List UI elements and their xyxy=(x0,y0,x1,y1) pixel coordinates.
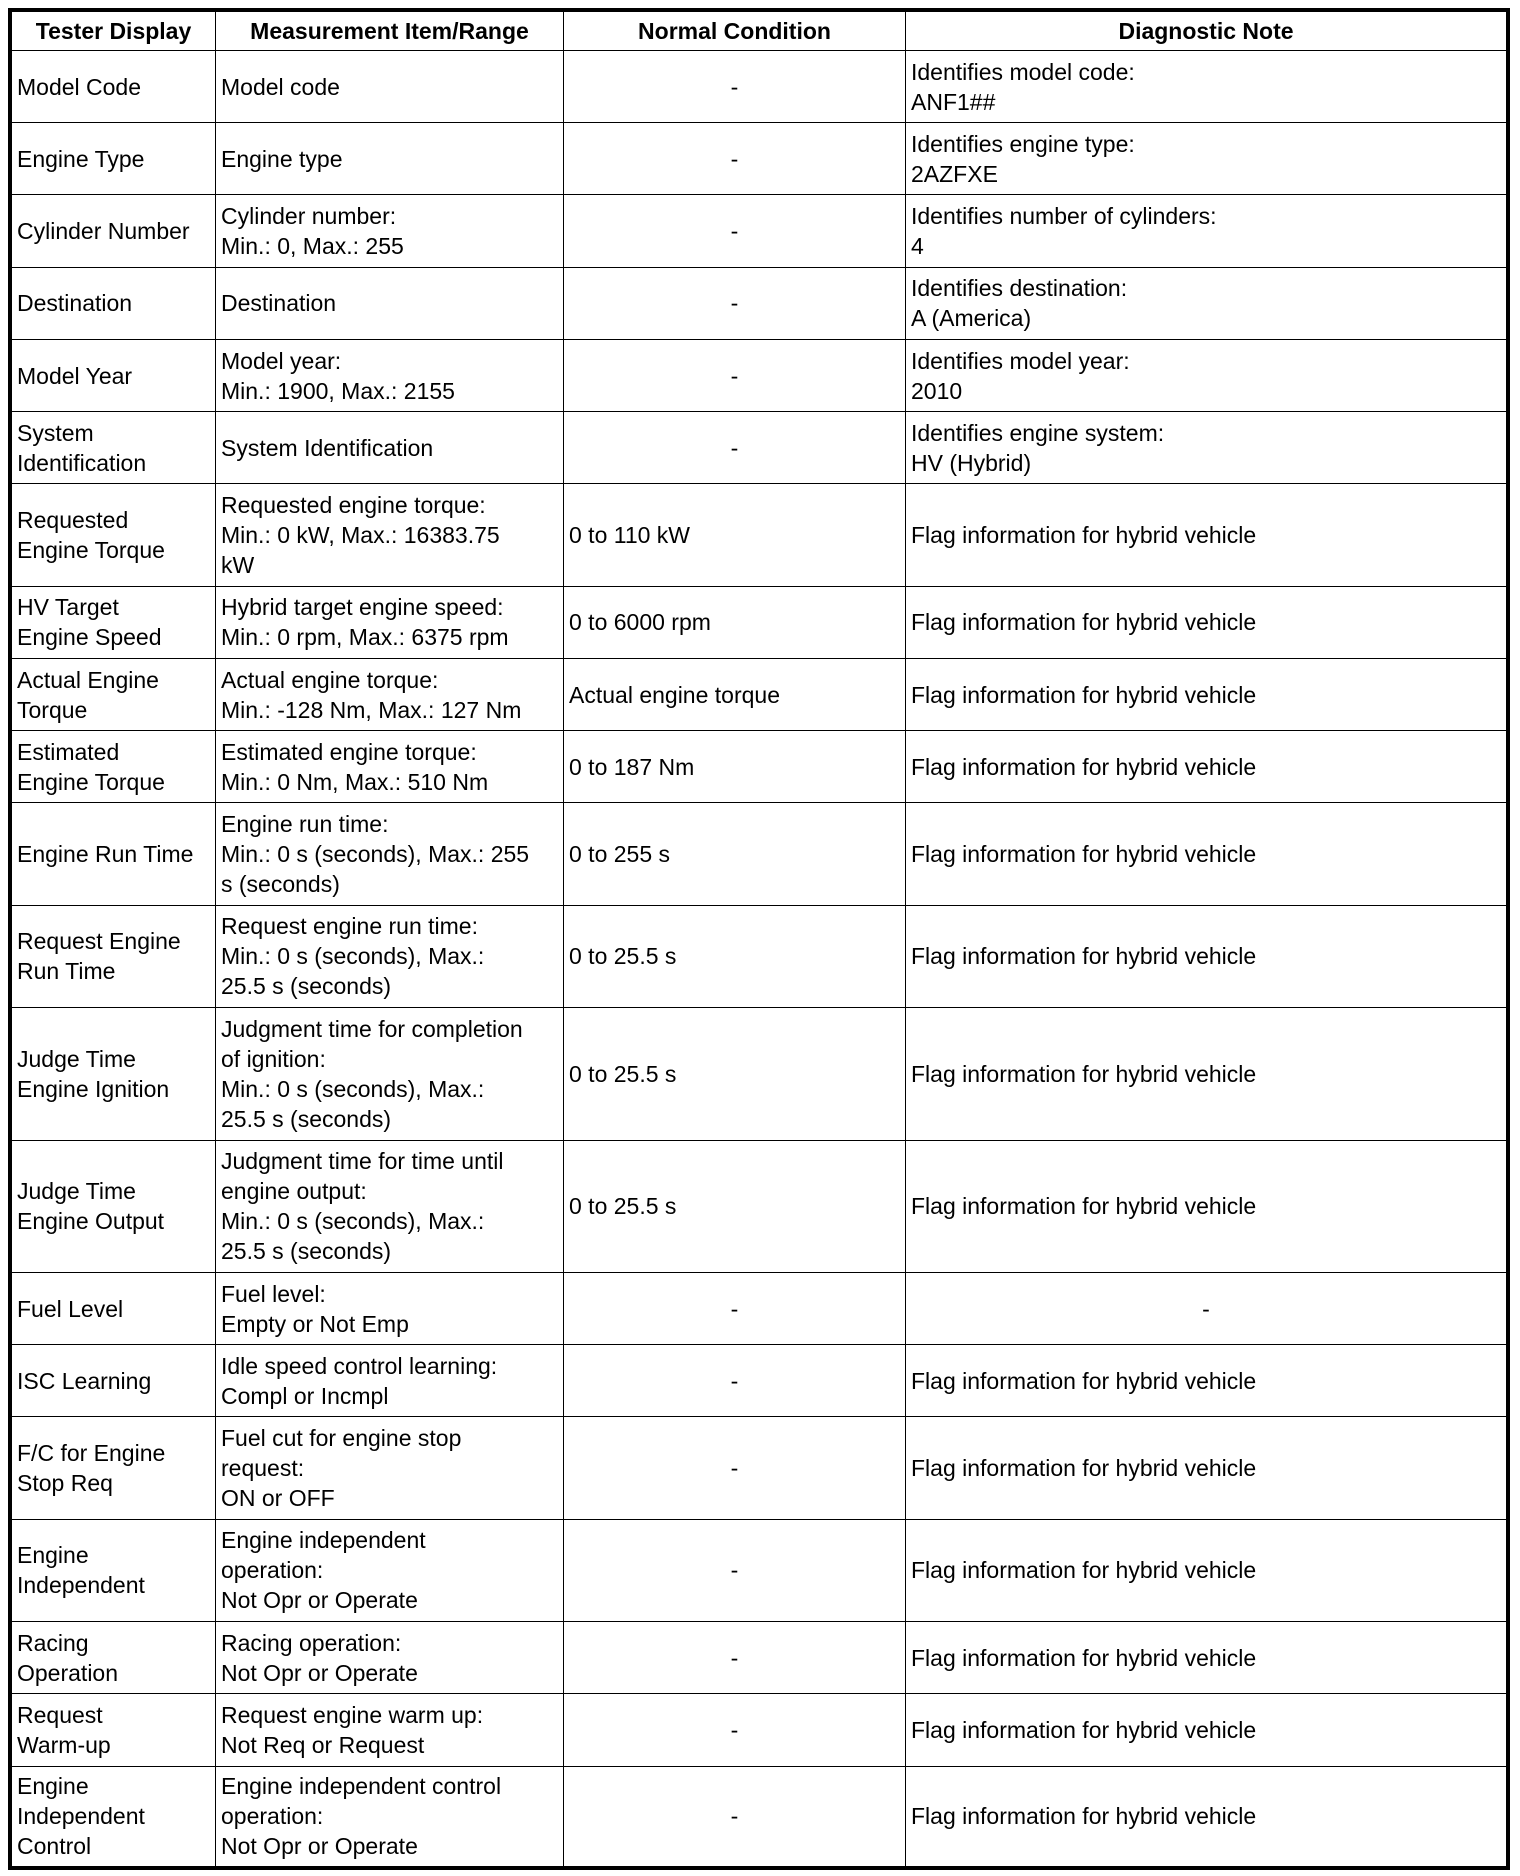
measurement-item-cell: Request engine warm up: Not Req or Request xyxy=(216,1694,564,1766)
normal-condition-cell: - xyxy=(564,51,906,123)
table-row xyxy=(12,1622,1507,1694)
tester-display-cell: Engine Type xyxy=(12,123,216,195)
tester-display-cell: HV Target Engine Speed xyxy=(12,586,216,658)
tester-display-cell: Cylinder Number xyxy=(12,195,216,267)
normal-condition-cell: 0 to 25.5 s xyxy=(564,1140,906,1272)
measurement-item-cell: Engine independent control operation: Not Opr or Operate xyxy=(216,1766,564,1866)
measurement-item-cell: Estimated engine torque: Min.: 0 Nm, Max.: 510 Nm xyxy=(216,731,564,803)
normal-condition-cell: 0 to 187 Nm xyxy=(564,731,906,803)
measurement-item-cell: Hybrid target engine speed: Min.: 0 rpm, Max.: 6375 rpm xyxy=(216,586,564,658)
diagnostic-note-cell: Flag information for hybrid vehicle xyxy=(906,905,1507,1007)
diagnostic-note-cell: Flag information for hybrid vehicle xyxy=(906,1694,1507,1766)
diagnostic-note-cell: Flag information for hybrid vehicle xyxy=(906,1140,1507,1272)
table-row xyxy=(12,803,1507,905)
data-list-sheet xyxy=(8,8,1510,1870)
normal-condition-cell: - xyxy=(564,1766,906,1866)
diagnostic-note-cell: - xyxy=(906,1272,1507,1344)
normal-condition-cell: Actual engine torque xyxy=(564,658,906,730)
table-body xyxy=(12,51,1507,1867)
normal-condition-cell: - xyxy=(564,339,906,411)
diagnostic-note-cell: Identifies model code: ANF1## xyxy=(906,51,1507,123)
diagnostic-note-cell: Flag information for hybrid vehicle xyxy=(906,484,1507,586)
diagnostic-note-cell: Identifies engine type: 2AZFXE xyxy=(906,123,1507,195)
normal-condition-cell: - xyxy=(564,1417,906,1519)
table-row xyxy=(12,1140,1507,1272)
header-row xyxy=(12,12,1507,51)
measurement-item-cell: Requested engine torque: Min.: 0 kW, Max.: 16383.75 kW xyxy=(216,484,564,586)
table-row xyxy=(12,1519,1507,1621)
diagnostic-note-cell: Identifies model year: 2010 xyxy=(906,339,1507,411)
tester-display-cell: Request Engine Run Time xyxy=(12,905,216,1007)
measurement-item-cell: Destination xyxy=(216,267,564,339)
tester-display-cell: Estimated Engine Torque xyxy=(12,731,216,803)
diagnostic-note-cell: Identifies destination: A (America) xyxy=(906,267,1507,339)
diagnostic-note-cell: Flag information for hybrid vehicle xyxy=(906,1519,1507,1621)
table-row xyxy=(12,658,1507,730)
data-list-table xyxy=(11,11,1507,1867)
diagnostic-note-cell: Flag information for hybrid vehicle xyxy=(906,1766,1507,1866)
normal-condition-cell: - xyxy=(564,1272,906,1344)
measurement-item-cell: Engine type xyxy=(216,123,564,195)
table-row xyxy=(12,484,1507,586)
header-tester-display: Tester Display xyxy=(12,12,216,51)
normal-condition-cell: - xyxy=(564,1694,906,1766)
table-row xyxy=(12,267,1507,339)
measurement-item-cell: Actual engine torque: Min.: -128 Nm, Max.: 127 Nm xyxy=(216,658,564,730)
measurement-item-cell: Cylinder number: Min.: 0, Max.: 255 xyxy=(216,195,564,267)
normal-condition-cell: 0 to 255 s xyxy=(564,803,906,905)
header-normal-condition: Normal Condition xyxy=(564,12,906,51)
normal-condition-cell: 0 to 25.5 s xyxy=(564,1008,906,1140)
table-row xyxy=(12,905,1507,1007)
tester-display-cell: Destination xyxy=(12,267,216,339)
tester-display-cell: Fuel Level xyxy=(12,1272,216,1344)
table-row xyxy=(12,195,1507,267)
measurement-item-cell: System Identification xyxy=(216,412,564,484)
diagnostic-note-cell: Identifies number of cylinders: 4 xyxy=(906,195,1507,267)
normal-condition-cell: - xyxy=(564,195,906,267)
diagnostic-note-cell: Flag information for hybrid vehicle xyxy=(906,1622,1507,1694)
tester-display-cell: Engine Independent xyxy=(12,1519,216,1621)
tester-display-cell: System Identification xyxy=(12,412,216,484)
diagnostic-note-cell: Flag information for hybrid vehicle xyxy=(906,1008,1507,1140)
measurement-item-cell: Engine independent operation: Not Opr or Operate xyxy=(216,1519,564,1621)
diagnostic-note-cell: Identifies engine system: HV (Hybrid) xyxy=(906,412,1507,484)
table-row xyxy=(12,412,1507,484)
normal-condition-cell: 0 to 25.5 s xyxy=(564,905,906,1007)
normal-condition-cell: - xyxy=(564,1519,906,1621)
diagnostic-note-cell: Flag information for hybrid vehicle xyxy=(906,658,1507,730)
header-diagnostic-note: Diagnostic Note xyxy=(906,12,1507,51)
measurement-item-cell: Fuel level: Empty or Not Emp xyxy=(216,1272,564,1344)
measurement-item-cell: Fuel cut for engine stop request: ON or OFF xyxy=(216,1417,564,1519)
measurement-item-cell: Judgment time for time until engine output: Min.: 0 s (seconds), Max.: 25.5 s (seconds) xyxy=(216,1140,564,1272)
tester-display-cell: Engine Independent Control xyxy=(12,1766,216,1866)
normal-condition-cell: 0 to 6000 rpm xyxy=(564,586,906,658)
tester-display-cell: ISC Learning xyxy=(12,1345,216,1417)
table-row xyxy=(12,339,1507,411)
tester-display-cell: Model Year xyxy=(12,339,216,411)
table-row xyxy=(12,586,1507,658)
normal-condition-cell: - xyxy=(564,1345,906,1417)
diagnostic-note-cell: Flag information for hybrid vehicle xyxy=(906,586,1507,658)
header-measurement-item: Measurement Item/Range xyxy=(216,12,564,51)
tester-display-cell: Requested Engine Torque xyxy=(12,484,216,586)
diagnostic-note-cell: Flag information for hybrid vehicle xyxy=(906,803,1507,905)
tester-display-cell: F/C for Engine Stop Req xyxy=(12,1417,216,1519)
tester-display-cell: Judge Time Engine Ignition xyxy=(12,1008,216,1140)
tester-display-cell: Racing Operation xyxy=(12,1622,216,1694)
normal-condition-cell: - xyxy=(564,1622,906,1694)
table-row xyxy=(12,1417,1507,1519)
tester-display-cell: Actual Engine Torque xyxy=(12,658,216,730)
normal-condition-cell: - xyxy=(564,123,906,195)
measurement-item-cell: Engine run time: Min.: 0 s (seconds), Max.: 255 s (seconds) xyxy=(216,803,564,905)
tester-display-cell: Request Warm-up xyxy=(12,1694,216,1766)
diagnostic-note-cell: Flag information for hybrid vehicle xyxy=(906,1417,1507,1519)
measurement-item-cell: Model code xyxy=(216,51,564,123)
table-row xyxy=(12,123,1507,195)
measurement-item-cell: Request engine run time: Min.: 0 s (seconds), Max.: 25.5 s (seconds) xyxy=(216,905,564,1007)
table-row xyxy=(12,51,1507,123)
normal-condition-cell: 0 to 110 kW xyxy=(564,484,906,586)
table-row xyxy=(12,1272,1507,1344)
normal-condition-cell: - xyxy=(564,412,906,484)
tester-display-cell: Engine Run Time xyxy=(12,803,216,905)
diagnostic-note-cell: Flag information for hybrid vehicle xyxy=(906,1345,1507,1417)
diagnostic-note-cell: Flag information for hybrid vehicle xyxy=(906,731,1507,803)
measurement-item-cell: Idle speed control learning: Compl or Incmpl xyxy=(216,1345,564,1417)
tester-display-cell: Model Code xyxy=(12,51,216,123)
table-row xyxy=(12,1766,1507,1866)
tester-display-cell: Judge Time Engine Output xyxy=(12,1140,216,1272)
normal-condition-cell: - xyxy=(564,267,906,339)
table-row xyxy=(12,731,1507,803)
table-row xyxy=(12,1008,1507,1140)
measurement-item-cell: Model year: Min.: 1900, Max.: 2155 xyxy=(216,339,564,411)
table-row xyxy=(12,1694,1507,1766)
measurement-item-cell: Racing operation: Not Opr or Operate xyxy=(216,1622,564,1694)
measurement-item-cell: Judgment time for completion of ignition: Min.: 0 s (seconds), Max.: 25.5 s (seconds) xyxy=(216,1008,564,1140)
table-row xyxy=(12,1345,1507,1417)
